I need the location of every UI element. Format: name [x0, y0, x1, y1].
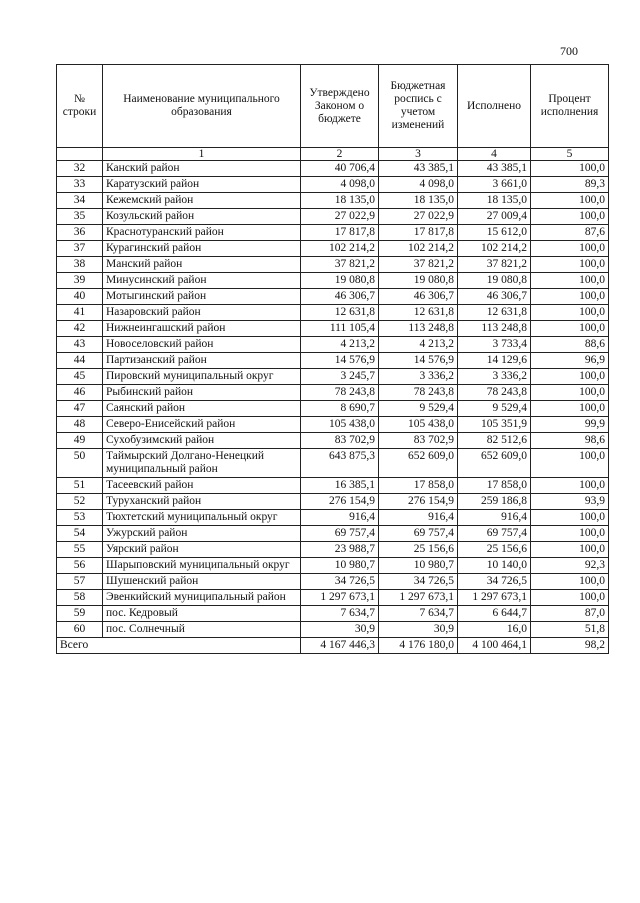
- budget-value: 113 248,8: [379, 321, 458, 337]
- table-row: [57, 353, 609, 369]
- executed-value: 10 140,0: [458, 558, 531, 574]
- percent-value: 100,0: [531, 401, 609, 417]
- column-number: 3: [379, 148, 458, 161]
- approved-value: 37 821,2: [301, 257, 379, 273]
- approved-value: 18 135,0: [301, 193, 379, 209]
- table-row: [57, 369, 609, 385]
- municipality-name: Пировский муниципальный округ: [103, 369, 301, 385]
- budget-value: 18 135,0: [379, 193, 458, 209]
- approved-value: 78 243,8: [301, 385, 379, 401]
- budget-value: 3 336,2: [379, 369, 458, 385]
- percent-value: 96,9: [531, 353, 609, 369]
- row-number: 41: [57, 305, 103, 321]
- budget-value: 27 022,9: [379, 209, 458, 225]
- approved-value: 105 438,0: [301, 417, 379, 433]
- row-number: 57: [57, 574, 103, 590]
- row-number: 47: [57, 401, 103, 417]
- row-number: 40: [57, 289, 103, 305]
- budget-value: 83 702,9: [379, 433, 458, 449]
- budget-value: 10 980,7: [379, 558, 458, 574]
- municipality-name: Тасеевский район: [103, 478, 301, 494]
- executed-value: 19 080,8: [458, 273, 531, 289]
- municipality-name: Козульский район: [103, 209, 301, 225]
- budget-value: 4 213,2: [379, 337, 458, 353]
- table-row: [57, 526, 609, 542]
- budget-value: 12 631,8: [379, 305, 458, 321]
- executed-value: 14 129,6: [458, 353, 531, 369]
- row-number: 51: [57, 478, 103, 494]
- percent-value: 100,0: [531, 478, 609, 494]
- header-budget-schedule: Бюджетная роспись с учетом изменений: [379, 65, 458, 148]
- budget-value: 17 817,8: [379, 225, 458, 241]
- municipality-name: Минусинский район: [103, 273, 301, 289]
- row-number: 44: [57, 353, 103, 369]
- budget-execution-table: [56, 64, 609, 654]
- table-row: [57, 321, 609, 337]
- executed-value: 3 336,2: [458, 369, 531, 385]
- table-row: [57, 257, 609, 273]
- total-percent: 98,2: [531, 638, 609, 654]
- executed-value: 27 009,4: [458, 209, 531, 225]
- row-number: 50: [57, 449, 103, 478]
- executed-value: 916,4: [458, 510, 531, 526]
- budget-value: 276 154,9: [379, 494, 458, 510]
- budget-value: 43 385,1: [379, 161, 458, 177]
- percent-value: 100,0: [531, 305, 609, 321]
- municipality-name: Эвенкийский муниципальный район: [103, 590, 301, 606]
- row-number: 60: [57, 622, 103, 638]
- budget-value: 30,9: [379, 622, 458, 638]
- table-row: [57, 590, 609, 606]
- approved-value: 69 757,4: [301, 526, 379, 542]
- table-row: [57, 385, 609, 401]
- row-number: 43: [57, 337, 103, 353]
- row-number: 36: [57, 225, 103, 241]
- column-number: 5: [531, 148, 609, 161]
- executed-value: 17 858,0: [458, 478, 531, 494]
- percent-value: 100,0: [531, 321, 609, 337]
- table-row: [57, 161, 609, 177]
- column-number: 4: [458, 148, 531, 161]
- municipality-name: Краснотуранский район: [103, 225, 301, 241]
- executed-value: 69 757,4: [458, 526, 531, 542]
- approved-value: 30,9: [301, 622, 379, 638]
- table-row: [57, 574, 609, 590]
- row-number: 35: [57, 209, 103, 225]
- percent-value: 100,0: [531, 193, 609, 209]
- budget-value: 14 576,9: [379, 353, 458, 369]
- municipality-name: Курагинский район: [103, 241, 301, 257]
- approved-value: 916,4: [301, 510, 379, 526]
- row-number: 55: [57, 542, 103, 558]
- page-number: 700: [560, 44, 578, 58]
- table-row: [57, 193, 609, 209]
- row-number: 46: [57, 385, 103, 401]
- budget-value: 17 858,0: [379, 478, 458, 494]
- table-row: [57, 449, 609, 478]
- row-number: 45: [57, 369, 103, 385]
- percent-value: 87,0: [531, 606, 609, 622]
- table-row: [57, 417, 609, 433]
- table-row: [57, 289, 609, 305]
- row-number: 54: [57, 526, 103, 542]
- executed-value: 37 821,2: [458, 257, 531, 273]
- budget-value: 19 080,8: [379, 273, 458, 289]
- executed-value: 82 512,6: [458, 433, 531, 449]
- executed-value: 3 733,4: [458, 337, 531, 353]
- executed-value: 12 631,8: [458, 305, 531, 321]
- percent-value: 89,3: [531, 177, 609, 193]
- approved-value: 14 576,9: [301, 353, 379, 369]
- percent-value: 100,0: [531, 542, 609, 558]
- approved-value: 27 022,9: [301, 209, 379, 225]
- executed-value: 9 529,4: [458, 401, 531, 417]
- column-number: 2: [301, 148, 379, 161]
- table-row: [57, 433, 609, 449]
- table-row: [57, 558, 609, 574]
- executed-value: 34 726,5: [458, 574, 531, 590]
- municipality-name: Сухобузимский район: [103, 433, 301, 449]
- row-number: 59: [57, 606, 103, 622]
- total-budget: 4 176 180,0: [379, 638, 458, 654]
- table-row: [57, 622, 609, 638]
- column-number-row: [57, 148, 609, 161]
- row-number: 42: [57, 321, 103, 337]
- municipality-name: Саянский район: [103, 401, 301, 417]
- percent-value: 100,0: [531, 289, 609, 305]
- percent-value: 51,8: [531, 622, 609, 638]
- executed-value: 1 297 673,1: [458, 590, 531, 606]
- row-number: 37: [57, 241, 103, 257]
- header-percent: Процент исполнения: [531, 65, 609, 148]
- table-row: [57, 177, 609, 193]
- approved-value: 83 702,9: [301, 433, 379, 449]
- executed-value: 25 156,6: [458, 542, 531, 558]
- table-row: [57, 209, 609, 225]
- header-approved: Утверждено Законом о бюджете: [301, 65, 379, 148]
- row-number: 58: [57, 590, 103, 606]
- table-row: [57, 273, 609, 289]
- approved-value: 4 098,0: [301, 177, 379, 193]
- municipality-name: Назаровский район: [103, 305, 301, 321]
- percent-value: 100,0: [531, 590, 609, 606]
- table-row: [57, 241, 609, 257]
- row-number: 49: [57, 433, 103, 449]
- percent-value: 99,9: [531, 417, 609, 433]
- total-approved: 4 167 446,3: [301, 638, 379, 654]
- budget-value: 37 821,2: [379, 257, 458, 273]
- header-row-number: № строки: [57, 65, 103, 148]
- percent-value: 87,6: [531, 225, 609, 241]
- executed-value: 18 135,0: [458, 193, 531, 209]
- executed-value: 16,0: [458, 622, 531, 638]
- executed-value: 6 644,7: [458, 606, 531, 622]
- row-number: 39: [57, 273, 103, 289]
- percent-value: 93,9: [531, 494, 609, 510]
- row-number: 34: [57, 193, 103, 209]
- header-municipality-name: Наименование муниципального образования: [103, 65, 301, 148]
- municipality-name: Мотыгинский район: [103, 289, 301, 305]
- budget-value: 34 726,5: [379, 574, 458, 590]
- municipality-name: Канский район: [103, 161, 301, 177]
- approved-value: 643 875,3: [301, 449, 379, 478]
- row-number: 33: [57, 177, 103, 193]
- municipality-name: Тюхтетский муниципальный округ: [103, 510, 301, 526]
- table-row: [57, 401, 609, 417]
- percent-value: 100,0: [531, 161, 609, 177]
- executed-value: 46 306,7: [458, 289, 531, 305]
- budget-value: 105 438,0: [379, 417, 458, 433]
- executed-value: 102 214,2: [458, 241, 531, 257]
- percent-value: 100,0: [531, 574, 609, 590]
- table-row: [57, 606, 609, 622]
- table-row: [57, 225, 609, 241]
- municipality-name: Таймырский Долгано-Ненецкий муниципальный район: [103, 449, 301, 478]
- percent-value: 100,0: [531, 385, 609, 401]
- row-number: 48: [57, 417, 103, 433]
- approved-value: 12 631,8: [301, 305, 379, 321]
- row-number: 53: [57, 510, 103, 526]
- percent-value: 88,6: [531, 337, 609, 353]
- approved-value: 16 385,1: [301, 478, 379, 494]
- executed-value: 105 351,9: [458, 417, 531, 433]
- percent-value: 100,0: [531, 526, 609, 542]
- table-body: [57, 161, 609, 638]
- header-row: [57, 65, 609, 148]
- budget-value: 25 156,6: [379, 542, 458, 558]
- approved-value: 1 297 673,1: [301, 590, 379, 606]
- municipality-name: Кежемский район: [103, 193, 301, 209]
- municipality-name: Шарыповский муниципальный округ: [103, 558, 301, 574]
- total-executed: 4 100 464,1: [458, 638, 531, 654]
- budget-value: 916,4: [379, 510, 458, 526]
- row-number: 32: [57, 161, 103, 177]
- municipality-name: Ужурский район: [103, 526, 301, 542]
- column-number: [57, 148, 103, 161]
- approved-value: 40 706,4: [301, 161, 379, 177]
- percent-value: 100,0: [531, 369, 609, 385]
- header-executed: Исполнено: [458, 65, 531, 148]
- executed-value: 43 385,1: [458, 161, 531, 177]
- municipality-name: Партизанский район: [103, 353, 301, 369]
- table-row: [57, 542, 609, 558]
- budget-value: 78 243,8: [379, 385, 458, 401]
- percent-value: 100,0: [531, 241, 609, 257]
- budget-value: 46 306,7: [379, 289, 458, 305]
- table-row: [57, 494, 609, 510]
- percent-value: 100,0: [531, 273, 609, 289]
- total-row: [57, 638, 609, 654]
- row-number: 38: [57, 257, 103, 273]
- percent-value: 100,0: [531, 209, 609, 225]
- executed-value: 3 661,0: [458, 177, 531, 193]
- budget-value: 9 529,4: [379, 401, 458, 417]
- municipality-name: Новоселовский район: [103, 337, 301, 353]
- row-number: 52: [57, 494, 103, 510]
- approved-value: 46 306,7: [301, 289, 379, 305]
- budget-value: 4 098,0: [379, 177, 458, 193]
- approved-value: 19 080,8: [301, 273, 379, 289]
- approved-value: 8 690,7: [301, 401, 379, 417]
- approved-value: 23 988,7: [301, 542, 379, 558]
- municipality-name: Шушенский район: [103, 574, 301, 590]
- table-row: [57, 478, 609, 494]
- municipality-name: пос. Солнечный: [103, 622, 301, 638]
- approved-value: 34 726,5: [301, 574, 379, 590]
- percent-value: 100,0: [531, 257, 609, 273]
- executed-value: 652 609,0: [458, 449, 531, 478]
- executed-value: 113 248,8: [458, 321, 531, 337]
- municipality-name: Каратузский район: [103, 177, 301, 193]
- table-row: [57, 510, 609, 526]
- approved-value: 3 245,7: [301, 369, 379, 385]
- municipality-name: Северо-Енисейский район: [103, 417, 301, 433]
- approved-value: 7 634,7: [301, 606, 379, 622]
- percent-value: 98,6: [531, 433, 609, 449]
- executed-value: 15 612,0: [458, 225, 531, 241]
- budget-value: 1 297 673,1: [379, 590, 458, 606]
- table-row: [57, 305, 609, 321]
- percent-value: 100,0: [531, 510, 609, 526]
- budget-value: 102 214,2: [379, 241, 458, 257]
- budget-value: 69 757,4: [379, 526, 458, 542]
- budget-value: 652 609,0: [379, 449, 458, 478]
- table-row: [57, 337, 609, 353]
- executed-value: 78 243,8: [458, 385, 531, 401]
- approved-value: 111 105,4: [301, 321, 379, 337]
- municipality-name: Манский район: [103, 257, 301, 273]
- municipality-name: Рыбинский район: [103, 385, 301, 401]
- municipality-name: пос. Кедровый: [103, 606, 301, 622]
- budget-value: 7 634,7: [379, 606, 458, 622]
- approved-value: 4 213,2: [301, 337, 379, 353]
- approved-value: 276 154,9: [301, 494, 379, 510]
- municipality-name: Туруханский район: [103, 494, 301, 510]
- total-label: Всего: [57, 638, 301, 654]
- approved-value: 10 980,7: [301, 558, 379, 574]
- approved-value: 17 817,8: [301, 225, 379, 241]
- municipality-name: Нижнеингашский район: [103, 321, 301, 337]
- percent-value: 92,3: [531, 558, 609, 574]
- row-number: 56: [57, 558, 103, 574]
- municipality-name: Уярский район: [103, 542, 301, 558]
- percent-value: 100,0: [531, 449, 609, 478]
- executed-value: 259 186,8: [458, 494, 531, 510]
- approved-value: 102 214,2: [301, 241, 379, 257]
- column-number: 1: [103, 148, 301, 161]
